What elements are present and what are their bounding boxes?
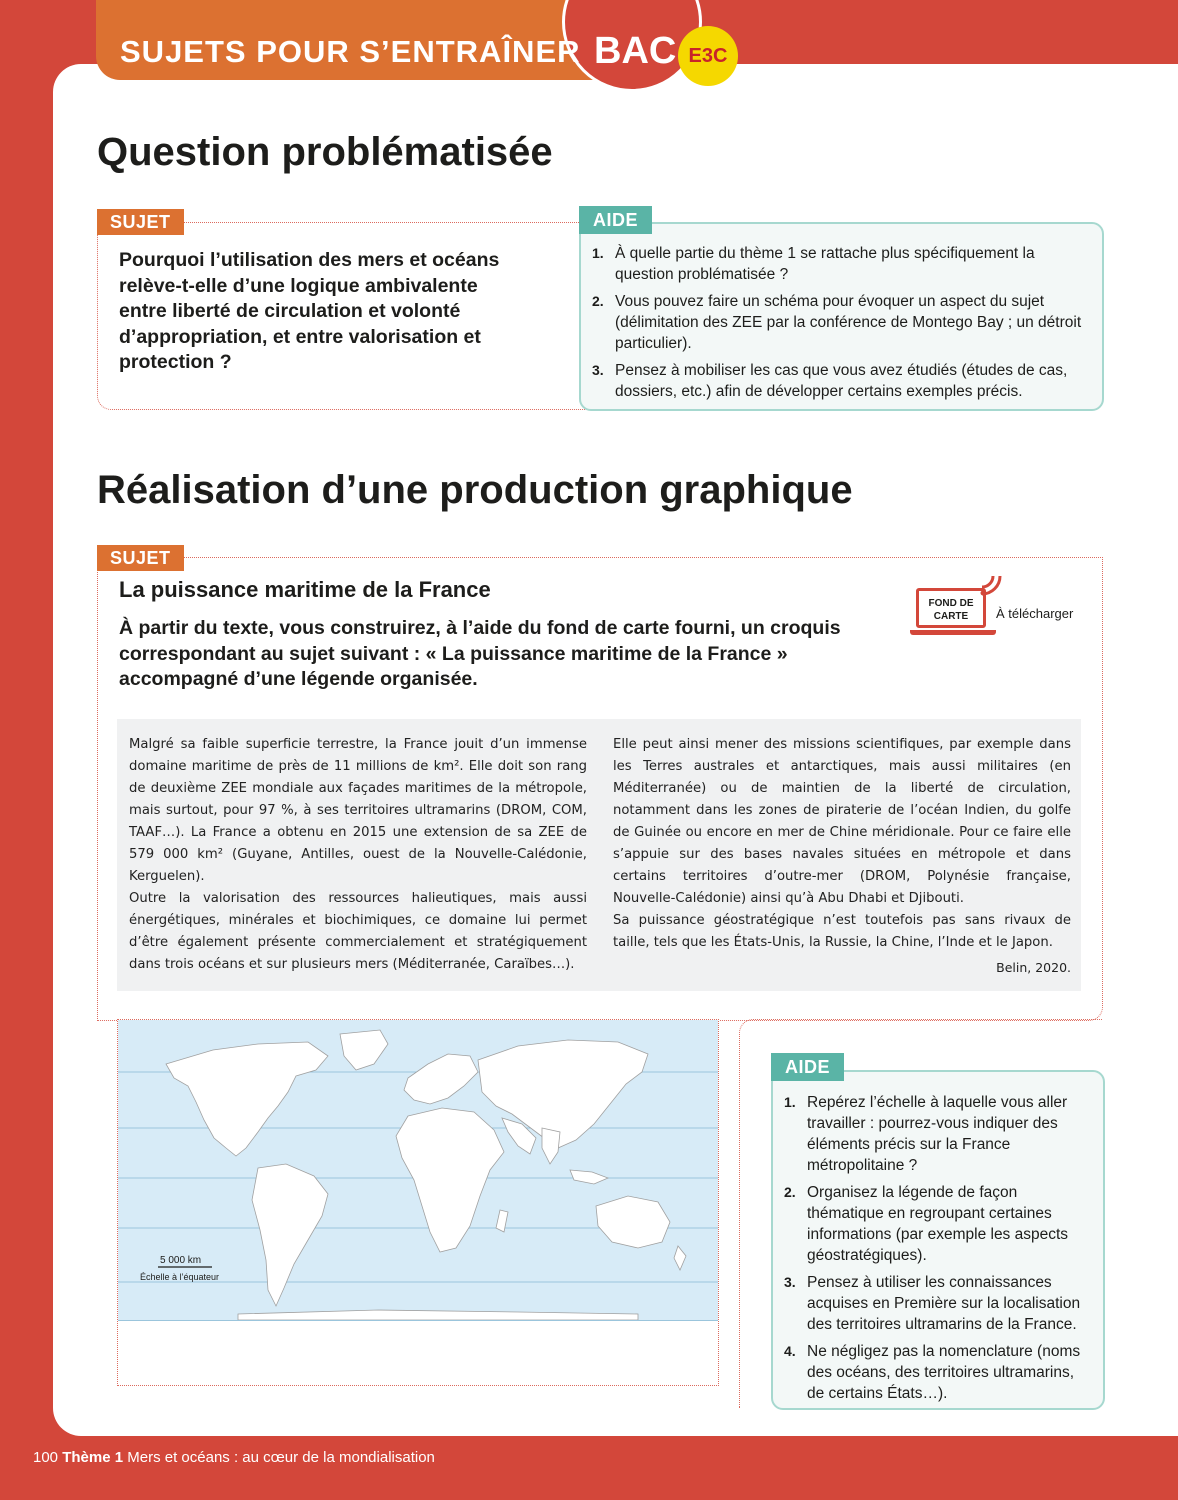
aide-item: Ne négligez pas la nomenclature (noms des océans, des territoires ultramarins, de certains États…). — [807, 1343, 1081, 1402]
theme-label: Thème 1 — [62, 1449, 124, 1466]
aide-tag: AIDE — [771, 1053, 844, 1081]
base-map — [117, 1019, 719, 1386]
aide-item: Organisez la légende de façon thématique en regroupant certaines informations (par exemple les aspects géostratégiques). — [807, 1184, 1069, 1264]
aide-list-graphic — [784, 1092, 1087, 1410]
source-citation: Belin, 2020. — [996, 960, 1071, 975]
laptop-base — [910, 630, 996, 635]
scale-caption: Échelle à l’équateur — [140, 1272, 220, 1282]
question-text: Pourquoi l’utilisation des mers et océans relève-t-elle d’une logique ambivalente entre liberté de circulation et volonté d’appropriation, et entre valorisation et protection ? — [119, 249, 500, 373]
antarctica — [238, 1310, 638, 1320]
section-title-question: Question problématisée — [97, 130, 553, 174]
north-america — [166, 1042, 328, 1156]
greenland — [340, 1030, 388, 1070]
laptop-download-icon: FOND DE CARTE — [916, 588, 986, 628]
paragraph: Sa puissance géostratégique n’est toutefois pas sans rivaux de taille, tels que les États-Unis, la Russie, la Chine, l’Inde et le Japon. — [613, 913, 1071, 950]
sujet-tag: SUJET — [97, 209, 184, 235]
map-ocean — [118, 1020, 718, 1321]
paragraph: Outre la valorisation des ressources halieutiques, mais aussi énergétiques, minérales et biochimiques, ce domaine lui permet d’être également présente commercialement et stratégiquement dans trois océans et sur plusieurs mers (Méditerranée, Caraïbes…). — [129, 891, 587, 972]
aide-item: Pensez à utiliser les connaissances acquises en Première sur la localisation des territoires ultramarins de la France. — [807, 1274, 1081, 1333]
aide-item: Pensez à mobiliser les cas que vous avez étudiés (études de cas, dossiers, etc.) afin de développer certains exemples précis. — [615, 362, 1068, 400]
world-map — [118, 1020, 718, 1320]
paragraph: Malgré sa faible superficie terrestre, la France jouit d’un immense domaine maritime de près de 11 millions de km². Elle doit son rang de deuxième ZEE mondiale aux façades maritimes de la métropole, mais surtout, pour 97 %, à ses territoires ultramarins (DROM, COM, TAAF…). La France a obtenu en 2015 une extension de sa ZEE de 579 000 km² (Guyane, Antilles, ouest de la Nouvelle-Calédonie, Kerguelen). — [129, 737, 587, 884]
aide-list-question — [592, 243, 1087, 408]
text-column-1 — [129, 734, 587, 976]
aide-tag: AIDE — [579, 206, 652, 234]
australia — [596, 1196, 670, 1248]
theme-title: Mers et océans : au cœur de la mondialisation — [127, 1449, 435, 1466]
sujet-tag: SUJET — [97, 545, 184, 571]
africa — [396, 1108, 504, 1252]
subject-title: La puissance maritime de la France — [119, 577, 491, 602]
text-column-2 — [613, 734, 1071, 979]
aide-item: Repérez l’échelle à laquelle vous aller travailler : pourrez-vous indiquer des éléments précis sur la France métropolitaine ? — [807, 1094, 1068, 1174]
south-america — [252, 1164, 328, 1306]
download-label: À télécharger — [996, 606, 1074, 621]
e3c-badge: E3C — [678, 26, 738, 86]
download-map-link[interactable] — [910, 572, 1090, 642]
banner-title: SUJETS POUR S’ENTRAÎNER — [120, 34, 581, 69]
section-title-graphic: Réalisation d’une production graphique — [97, 468, 853, 512]
new-zealand — [674, 1246, 686, 1270]
europe — [404, 1054, 478, 1104]
page-number: 100 — [33, 1449, 59, 1466]
madagascar — [496, 1210, 508, 1232]
indonesia — [570, 1170, 608, 1184]
bac-label: BAC — [594, 30, 677, 72]
aide-item: Vous pouvez faire un schéma pour évoquer un aspect du sujet (délimitation des ZEE par la conférence de Montego Bay ; un détroit particulier). — [615, 293, 1082, 352]
paragraph: Elle peut ainsi mener des missions scientifiques, par exemple dans les Terres australes et antarctiques, mais aussi militaires (en Méditerranée) ou de maintien de la liberté de circulation, notamment dans les zones de piraterie de l’océan Indien, du golfe de Guinée ou encore en mer de Chine méridionale. Pour ce faire elle s’appuie sur des bases navales situées en métropole et dans certains territoires d’outre-mer (DROM, Polynésie française, Nouvelle-Calédonie) ainsi qu’à Abu Dhabi et Djibouti. — [613, 737, 1071, 906]
signal-icon — [978, 572, 1004, 598]
subject-instruction: À partir du texte, vous construirez, à l’aide du fond de carte fourni, un croquis correspondant au sujet suivant : « La puissance maritime de la France » accompagné d’une légende organisée. — [119, 617, 841, 690]
india — [542, 1128, 560, 1164]
page-footer — [33, 1449, 435, 1466]
scale-label: 5 000 km — [160, 1255, 202, 1266]
asia — [478, 1040, 648, 1148]
source-text-box — [117, 719, 1081, 991]
aide-item: À quelle partie du thème 1 se rattache plus spécifiquement la question problématisée ? — [615, 245, 1035, 283]
